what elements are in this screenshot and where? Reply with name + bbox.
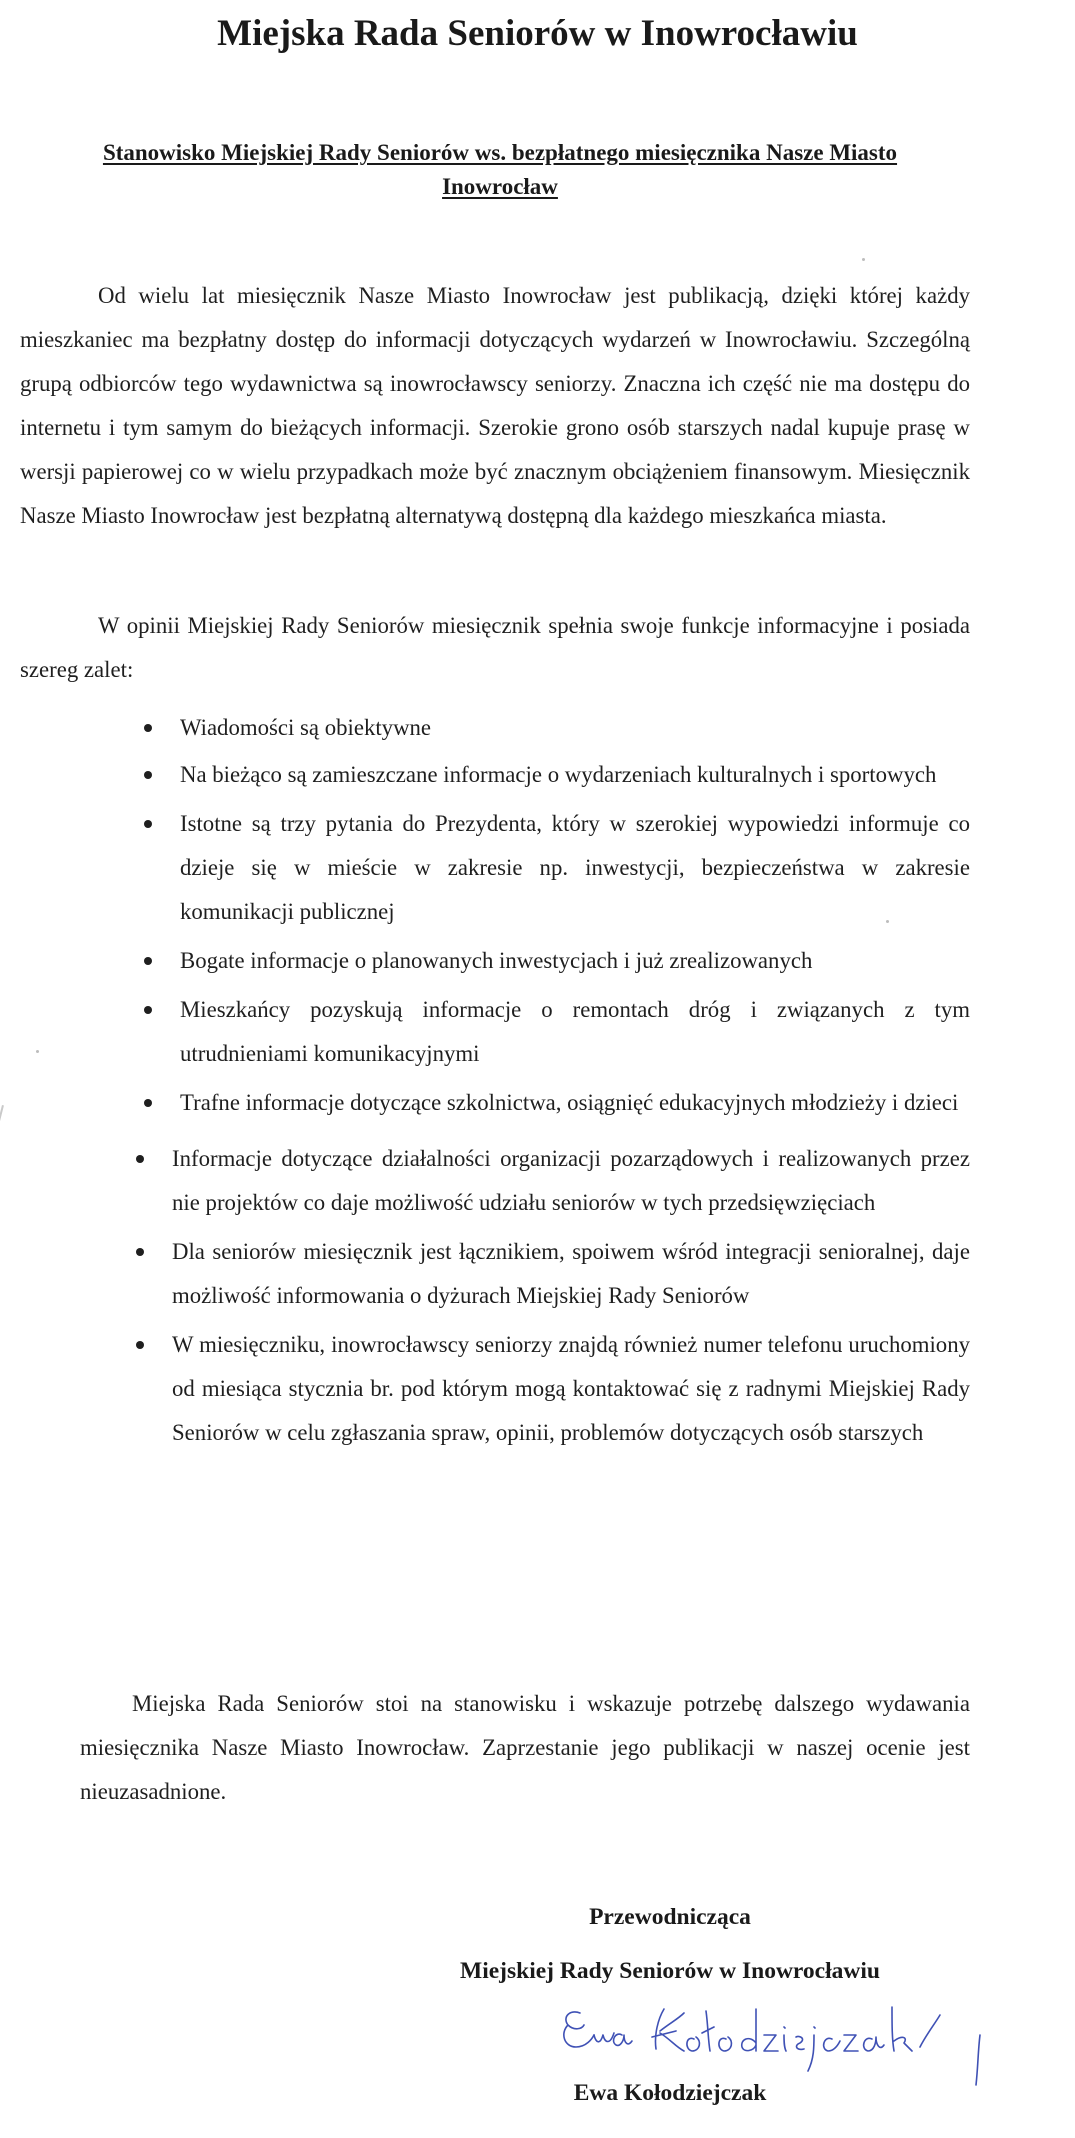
bullet-icon xyxy=(144,820,152,828)
signatory-role: Przewodnicząca xyxy=(589,1904,751,1930)
intro-paragraph: Od wielu lat miesięcznik Nasze Miasto Inowrocław jest publikacją, dzięki której każdy mieszkaniec ma bezpłatny dostęp do informacji dotyczących wydarzeń w Inowrocławiu. Szczególną grupą odbiorców tego wydawnictwa są inowrocławscy seniorzy. Znaczna ich część nie ma dostępu do internetu i tym samym do bieżących informacji. Szerokie grono osób starszych nadal kupuje prasę w wersji papierowej co w wielu przypadkach może być znacznym obciążeniem finansowym. Miesięcznik Nasze Miasto Inowrocław jest bezpłatną alternatywą dostępną dla każdego mieszkańca miasta. xyxy=(20,283,970,528)
list-item-text: Trafne informacje dotyczące szkolnictwa, osiągnięć edukacyjnych młodzieży i dzieci xyxy=(180,1090,959,1115)
scan-artifact-dot xyxy=(862,258,865,261)
document-title: Stanowisko Miejskiej Rady Seniorów ws. bezpłatnego miesięcznika Nasze Miasto Inowrocław xyxy=(102,140,898,199)
bullet-icon xyxy=(144,957,152,965)
list-item xyxy=(100,1323,970,1455)
bullet-icon xyxy=(144,724,152,732)
opinion-paragraph: W opinii Miejskiej Rady Seniorów miesięcznik spełnia swoje funkcje informacyjne i posiada szereg zalet: xyxy=(20,613,970,682)
advantages-list xyxy=(100,706,970,1455)
list-item-text: Na bieżąco są zamieszczane informacje o wydarzeniach kulturalnych i sportowych xyxy=(180,762,937,787)
bullet-icon xyxy=(144,1006,152,1014)
list-item xyxy=(100,802,970,934)
list-item-text: Bogate informacje o planowanych inwestycjach i już zrealizowanych xyxy=(180,948,813,973)
list-item xyxy=(100,1081,970,1125)
bullet-icon xyxy=(136,1248,144,1256)
list-item xyxy=(100,1230,970,1318)
list-item xyxy=(100,753,970,797)
list-item xyxy=(100,988,970,1076)
signatory-name: Ewa Kołodziejczak xyxy=(573,2080,767,2106)
signatory-organization: Miejskiej Rady Seniorów w Inowrocławiu xyxy=(460,1958,880,1984)
signature-block xyxy=(380,1890,960,1998)
list-item-text: W miesięczniku, inowrocławscy seniorzy znajdą również numer telefonu uruchomiony od miesiąca stycznia br. pod którym mogą kontaktować się z radnymi Miejskiej Rady Seniorów w celu zgłaszania spraw, opinii, problemów dotyczących osób starszych xyxy=(172,1332,970,1445)
bullet-icon xyxy=(144,771,152,779)
list-item-text: Mieszkańcy pozyskują informacje o remontach dróg i związanych z tym utrudnieniami komunikacyjnymi xyxy=(180,997,970,1066)
bullet-icon xyxy=(136,1155,144,1163)
list-item xyxy=(100,1137,970,1225)
list-item-text: Wiadomości są obiektywne xyxy=(180,715,432,740)
bullet-icon xyxy=(136,1341,144,1349)
organization-header: Miejska Rada Seniorów w Inowrocławiu xyxy=(217,13,858,54)
scan-artifact-dot xyxy=(36,1050,39,1053)
conclusion-paragraph: Miejska Rada Seniorów stoi na stanowisku i wskazuje potrzebę dalszego wydawania miesięcznika Nasze Miasto Inowrocław. Zaprzestanie jego publikacji w naszej ocenie jest nieuzasadnione. xyxy=(80,1691,970,1804)
list-item-text: Informacje dotyczące działalności organizacji pozarządowych i realizowanych przez nie projektów co daje możliwość udziału seniorów w tych przedsięwzięciach xyxy=(172,1146,970,1215)
list-item xyxy=(100,706,970,750)
list-item xyxy=(100,939,970,983)
list-item-text: Dla seniorów miesięcznik jest łącznikiem, spoiwem wśród integracji senioralnej, daje możliwość informowania o dyżurach Miejskiej Rady Seniorów xyxy=(172,1239,970,1308)
scan-artifact-line xyxy=(0,1105,4,1222)
bullet-icon xyxy=(144,1099,152,1107)
list-item-text: Istotne są trzy pytania do Prezydenta, który w szerokiej wypowiedzi informuje co dzieje się w mieście w zakresie np. inwestycji, bezpieczeństwa w zakresie komunikacji publicznej xyxy=(180,811,970,924)
